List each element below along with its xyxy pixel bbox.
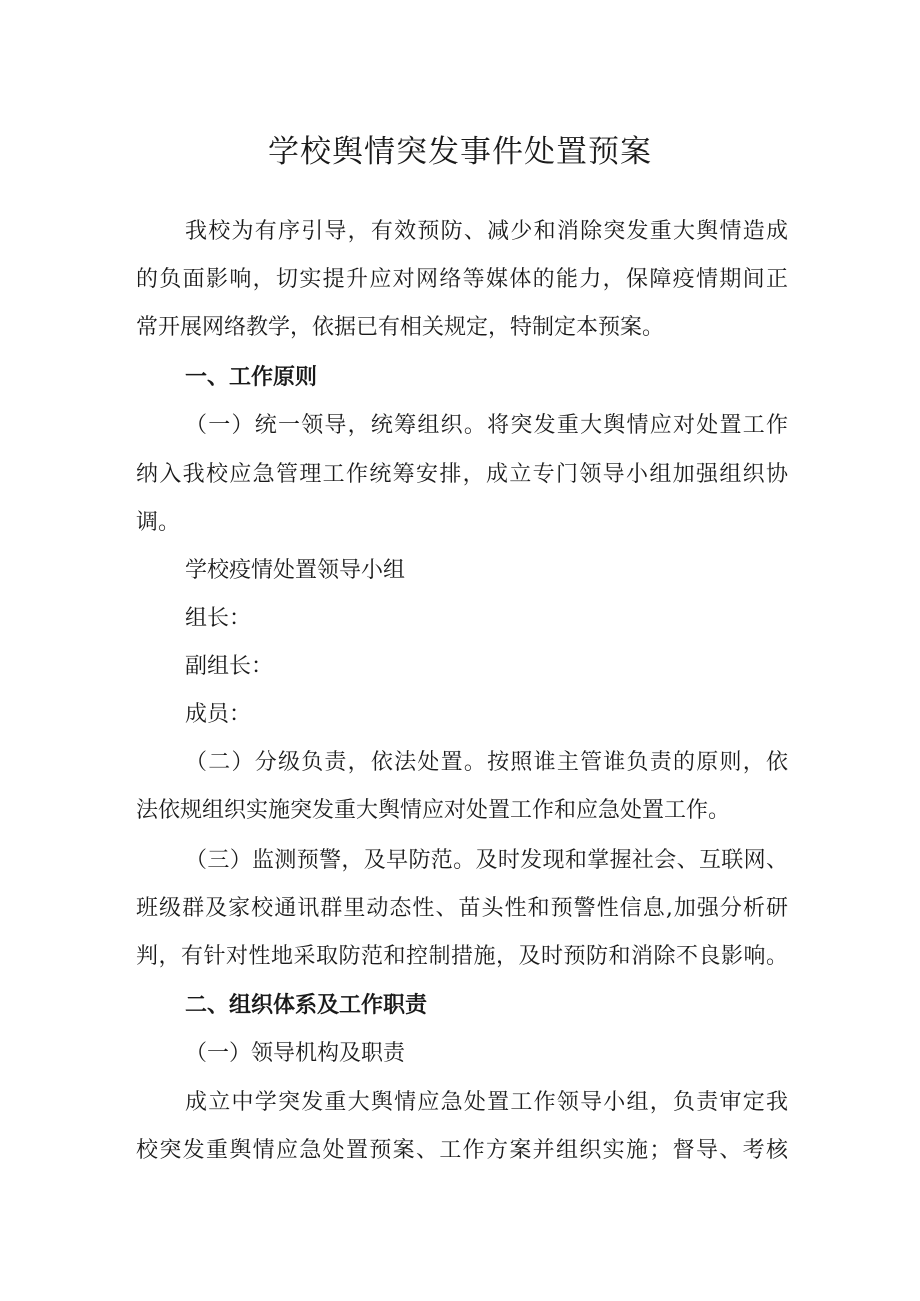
principle-1-line-3: 调。 (136, 510, 181, 535)
section-2-para-line-2: 校突发重舆情应急处置预案、工作方案并组织实施；督导、考核 (136, 1138, 788, 1163)
deputy-leader-label: 副组长： (185, 654, 274, 679)
intro-line-3: 常开展网络教学，依据已有相关规定，特制定本预案。 (136, 315, 665, 340)
group-leader-label: 组长： (185, 606, 252, 631)
intro-line-1: 我校为有序引导，有效预防、减少和消除突发重大舆情造成 (185, 219, 788, 244)
section-1-heading: 一、工作原则 (185, 365, 318, 390)
subsection-2-1-heading: （一）领导机构及职责 (185, 1041, 406, 1066)
principle-3-line-3: 判，有针对性地采取防范和控制措施，及时预防和消除不良影响。 (136, 944, 788, 969)
leading-group-name: 学校疫情处置领导小组 (185, 558, 406, 583)
section-2-heading: 二、组织体系及工作职责 (185, 993, 428, 1018)
section-2-para-line-1: 成立中学突发重大舆情应急处置工作领导小组，负责审定我 (185, 1090, 788, 1115)
members-label: 成员： (185, 702, 252, 727)
principle-2-line-1: （二）分级负责，依法处置。按照谁主管谁负责的原则，依 (185, 750, 788, 775)
intro-line-2: 的负面影响，切实提升应对网络等媒体的能力，保障疫情期间正 (136, 267, 788, 292)
principle-1-line-2: 纳入我校应急管理工作统筹安排，成立专门领导小组加强组织协 (136, 462, 788, 487)
document-title: 学校舆情突发事件处置预案 (268, 134, 652, 170)
principle-2-line-2: 法依规组织实施突发重大舆情应对处置工作和应急处置工作。 (136, 798, 731, 823)
principle-3-line-1: （三）监测预警，及早防范。及时发现和掌握社会、互联网、 (185, 848, 788, 873)
principle-3-line-2: 班级群及家校通讯群里动态性、苗头性和预警性信息,加强分析研 (136, 896, 788, 921)
principle-1-line-1: （一）统一领导，统筹组织。将突发重大舆情应对处置工作 (185, 413, 788, 438)
